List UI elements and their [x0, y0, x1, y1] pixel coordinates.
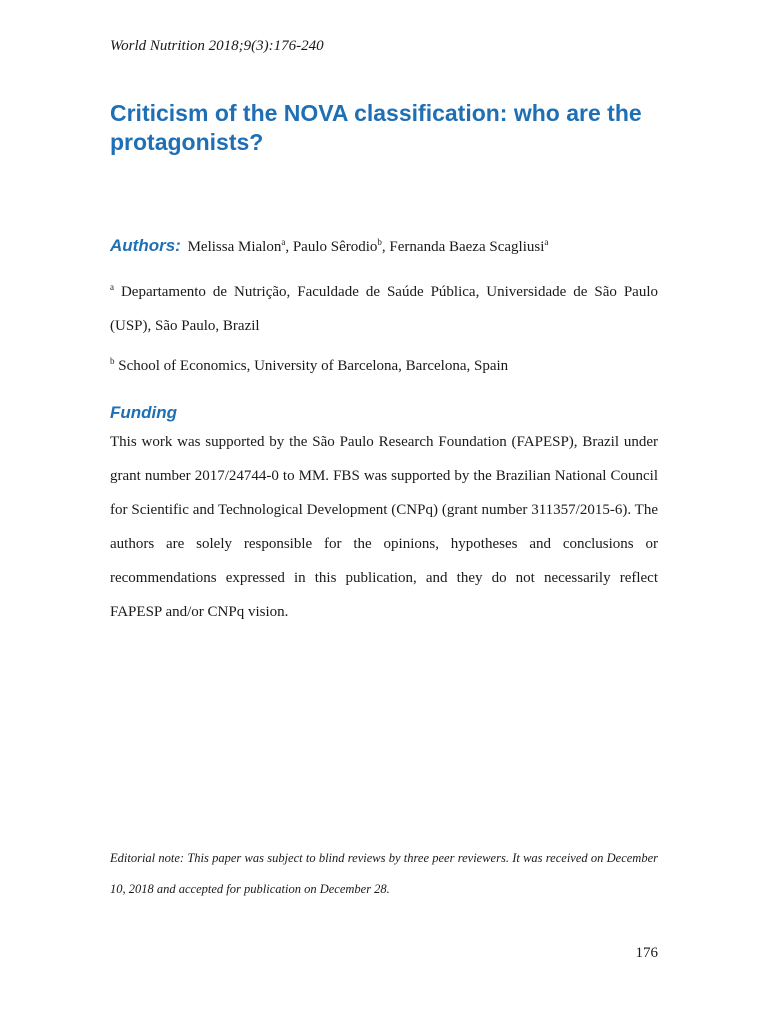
- editorial-note: Editorial note: This paper was subject to blind reviews by three peer reviewers. It was received on December 10, 2018 and accepted for publication on December 28.: [110, 851, 658, 896]
- article-title: Criticism of the NOVA classification: who are the protagonists?: [110, 100, 642, 155]
- author: [389, 239, 548, 255]
- page-number: 176: [635, 945, 658, 961]
- affiliation-a: [110, 275, 658, 343]
- author-separator: ,: [381, 239, 390, 255]
- author-affil-mark: a: [281, 237, 286, 247]
- author: [293, 239, 390, 255]
- author-name: Fernanda Baeza Scagliusi: [389, 239, 545, 255]
- funding-heading: Funding: [110, 403, 178, 422]
- authors-label: Authors:: [110, 236, 181, 255]
- affiliation-b: [110, 349, 658, 383]
- author-name: Melissa Mialon: [187, 239, 282, 255]
- funding-paragraph: This work was supported by the São Paulo Research Foundation (FAPESP), Brazil under grant number 2017/24744-0 to MM. FBS was supported by the Brazilian National Council for Scientific and Technological Development (CNPq) (grant number 311357/2015-6). The authors are solely responsible for the opinions, hypotheses and conclusions or recommendations expressed in this publication, and they do not necessarily reflect FAPESP and/or CNPq vision.: [110, 434, 658, 620]
- affiliation-mark: a: [110, 282, 114, 292]
- author-separator: ,: [285, 239, 293, 255]
- affiliation-mark: b: [110, 356, 115, 366]
- author: [188, 239, 293, 255]
- authors-line: [110, 236, 670, 256]
- author-affil-mark: b: [377, 237, 382, 247]
- journal-citation: World Nutrition 2018;9(3):176-240: [110, 38, 324, 54]
- author-name: Paulo Sêrodio: [292, 239, 378, 255]
- affiliation-text: Departamento de Nutrição, Faculdade de Saúde Pública, Universidade de São Paulo (USP), São Paulo, Brazil: [110, 284, 658, 334]
- author-affil-mark: a: [544, 237, 549, 247]
- affiliation-text: School of Economics, University of Barcelona, Barcelona, Spain: [118, 358, 509, 374]
